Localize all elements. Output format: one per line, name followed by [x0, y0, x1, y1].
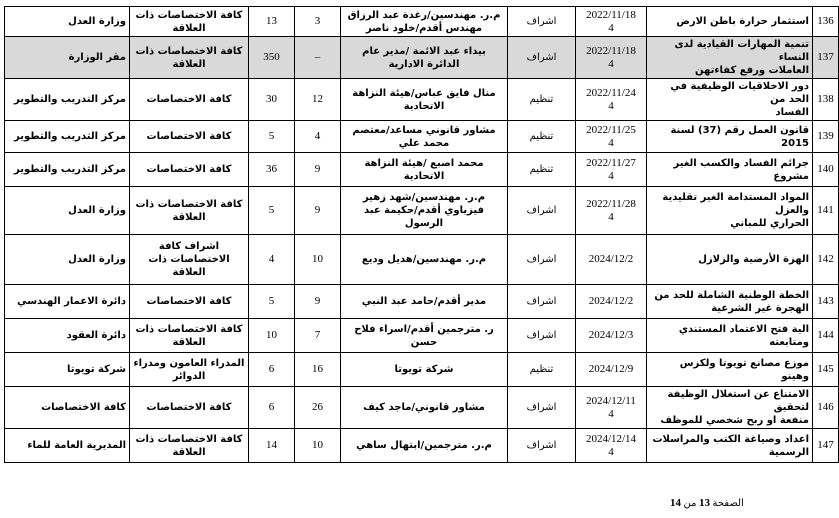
table-row — [5, 235, 839, 285]
course-type: تنظيم — [508, 79, 576, 121]
course-type: اشراف — [508, 319, 576, 353]
participant-count: 5 — [249, 285, 295, 319]
course-location: وزارة العدل — [5, 235, 130, 285]
course-location: وزارة العدل — [5, 187, 130, 235]
table-row — [5, 353, 839, 387]
row-number: 139 — [813, 121, 839, 153]
course-location: كافة الاختصاصات — [5, 387, 130, 429]
table-row — [5, 319, 839, 353]
course-days: 16 — [295, 353, 341, 387]
course-type: اشراف — [508, 7, 576, 37]
course-date: 2024/12/11 4 — [576, 387, 647, 429]
lecturer-name: م.ر. مهندسين/شهد زهير فيزياوي أقدم/حكيمة عبد الرسول — [341, 187, 508, 235]
participant-count: 6 — [249, 353, 295, 387]
course-location: شركة تويوتا — [5, 353, 130, 387]
page-footer — [670, 497, 744, 509]
table-row — [5, 153, 839, 187]
course-location: وزارة العدل — [5, 7, 130, 37]
course-title: موزع مصانع تويوتا ولكزس وهينو — [647, 353, 813, 387]
lecturer-name: ر. مترجمين أقدم/اسراء فلاح حسن — [341, 319, 508, 353]
course-location: دائرة العقود — [5, 319, 130, 353]
course-location: المديرية العامة للماء — [5, 429, 130, 463]
row-number: 146 — [813, 387, 839, 429]
target-group: اشراف كافة الاختصاصات ذات العلاقة — [130, 235, 249, 285]
course-date: 2024/12/9 — [576, 353, 647, 387]
row-number: 138 — [813, 79, 839, 121]
course-location: دائرة الاعمار الهندسي — [5, 285, 130, 319]
row-number: 142 — [813, 235, 839, 285]
course-location: مقر الوزارة — [5, 37, 130, 79]
course-type: اشراف — [508, 285, 576, 319]
participant-count: 36 — [249, 153, 295, 187]
participant-count: 30 — [249, 79, 295, 121]
course-days: – — [295, 37, 341, 79]
row-number: 143 — [813, 285, 839, 319]
lecturer-name: مشاور قانوني مساعد/معتصم محمد علي — [341, 121, 508, 153]
table-row — [5, 37, 839, 79]
target-group: كافة الاختصاصات — [130, 153, 249, 187]
course-days: 4 — [295, 121, 341, 153]
course-date: 2022/11/25 4 — [576, 121, 647, 153]
target-group: كافة الاختصاصات ذات العلاقة — [130, 7, 249, 37]
lecturer-name: بيداء عبد الائمة /مدير عام الدائرة الادارية — [341, 37, 508, 79]
row-number: 137 — [813, 37, 839, 79]
course-days: 26 — [295, 387, 341, 429]
course-date: 2022/11/28 4 — [576, 187, 647, 235]
row-number: 141 — [813, 187, 839, 235]
course-days: 10 — [295, 235, 341, 285]
course-days: 3 — [295, 7, 341, 37]
row-number: 147 — [813, 429, 839, 463]
course-date: 2022/11/18 4 — [576, 7, 647, 37]
course-type: اشراف — [508, 187, 576, 235]
target-group: كافة الاختصاصات ذات العلاقة — [130, 187, 249, 235]
course-days: 7 — [295, 319, 341, 353]
table-row — [5, 285, 839, 319]
participant-count: 5 — [249, 187, 295, 235]
footer-prefix: الصفحة — [712, 498, 744, 509]
target-group: كافة الاختصاصات ذات العلاقة — [130, 319, 249, 353]
lecturer-name: شركة تويوتا — [341, 353, 508, 387]
footer-current-page: 13 — [698, 497, 710, 509]
table-row — [5, 387, 839, 429]
course-date: 2024/12/3 — [576, 319, 647, 353]
course-date: 2022/11/18 4 — [576, 37, 647, 79]
table-row — [5, 7, 839, 37]
course-title: دور الاخلاقيات الوظيفية في الحد من الفساد — [647, 79, 813, 121]
target-group: كافة الاختصاصات ذات العلاقة — [130, 429, 249, 463]
course-type: اشراف — [508, 429, 576, 463]
course-title: الهزة الأرضية والزلازل — [647, 235, 813, 285]
row-number: 136 — [813, 7, 839, 37]
course-location: مركز التدريب والتطوير — [5, 79, 130, 121]
course-date: 2022/11/24 4 — [576, 79, 647, 121]
table-row — [5, 121, 839, 153]
target-group: كافة الاختصاصات — [130, 79, 249, 121]
course-type: تنظيم — [508, 153, 576, 187]
lecturer-name: محمد اصبع /هيئة النزاهة الاتحادية — [341, 153, 508, 187]
lecturer-name: م.ر. مهندسين/رغدة عبد الرزاق مهندس أقدم/خلود ناصر — [341, 7, 508, 37]
course-title: جرائم الفساد والكسب الغير مشروع — [647, 153, 813, 187]
course-title: الية فتح الاعتماد المستندي ومتابعته — [647, 319, 813, 353]
course-title: تنمية المهارات القيادية لدى النساء العاملات ورفع كفاءتهن — [647, 37, 813, 79]
table-body — [5, 7, 839, 463]
course-date: 2024/12/2 — [576, 285, 647, 319]
course-title: اعداد وصياغة الكتب والمراسلات الرسمية — [647, 429, 813, 463]
target-group: كافة الاختصاصات — [130, 387, 249, 429]
course-days: 10 — [295, 429, 341, 463]
row-number: 145 — [813, 353, 839, 387]
participant-count: 6 — [249, 387, 295, 429]
course-date: 2024/12/2 — [576, 235, 647, 285]
course-location: مركز التدريب والتطوير — [5, 153, 130, 187]
training-courses-table — [4, 6, 839, 463]
target-group: كافة الاختصاصات ذات العلاقة — [130, 37, 249, 79]
course-days: 9 — [295, 285, 341, 319]
table-row — [5, 79, 839, 121]
course-title: استثمار حرارة باطن الارض — [647, 7, 813, 37]
participant-count: 13 — [249, 7, 295, 37]
course-title: قانون العمل رقم (37) لسنة 2015 — [647, 121, 813, 153]
lecturer-name: منال فايق عباس/هيئة النزاهة الاتحادية — [341, 79, 508, 121]
footer-separator: من — [683, 498, 697, 509]
course-type: اشراف — [508, 235, 576, 285]
course-days: 12 — [295, 79, 341, 121]
course-title: المواد المستدامة الغير تقليدية والعزل الحراري للمباني — [647, 187, 813, 235]
row-number: 144 — [813, 319, 839, 353]
lecturer-name: م.ر. مترجمين/ابتهال ساهي — [341, 429, 508, 463]
lecturer-name: مشاور قانوني/ماجد كيف — [341, 387, 508, 429]
course-days: 9 — [295, 187, 341, 235]
course-days: 9 — [295, 153, 341, 187]
footer-total-pages: 14 — [670, 497, 681, 509]
lecturer-name: م.ر. مهندسين/هديل وديع — [341, 235, 508, 285]
course-title: الامتناع عن استغلال الوظيفة لتحقيق منفعة او ربح شخصي للموظف — [647, 387, 813, 429]
target-group: كافة الاختصاصات — [130, 285, 249, 319]
course-type: تنظيم — [508, 353, 576, 387]
participant-count: 5 — [249, 121, 295, 153]
target-group: كافة الاختصاصات — [130, 121, 249, 153]
row-number: 140 — [813, 153, 839, 187]
table-row — [5, 429, 839, 463]
target-group: المدراء العامون ومدراء الدوائر — [130, 353, 249, 387]
course-date: 2024/12/14 4 — [576, 429, 647, 463]
participant-count: 350 — [249, 37, 295, 79]
participant-count: 10 — [249, 319, 295, 353]
participant-count: 14 — [249, 429, 295, 463]
participant-count: 4 — [249, 235, 295, 285]
table-row — [5, 187, 839, 235]
course-title: الخطة الوطنية الشاملة للحد من الهجرة غير الشرعية — [647, 285, 813, 319]
course-type: اشراف — [508, 387, 576, 429]
course-type: اشراف — [508, 37, 576, 79]
lecturer-name: مدير أقدم/حامد عبد النبي — [341, 285, 508, 319]
course-type: تنظيم — [508, 121, 576, 153]
course-date: 2022/11/27 4 — [576, 153, 647, 187]
course-location: مركز التدريب والتطوير — [5, 121, 130, 153]
